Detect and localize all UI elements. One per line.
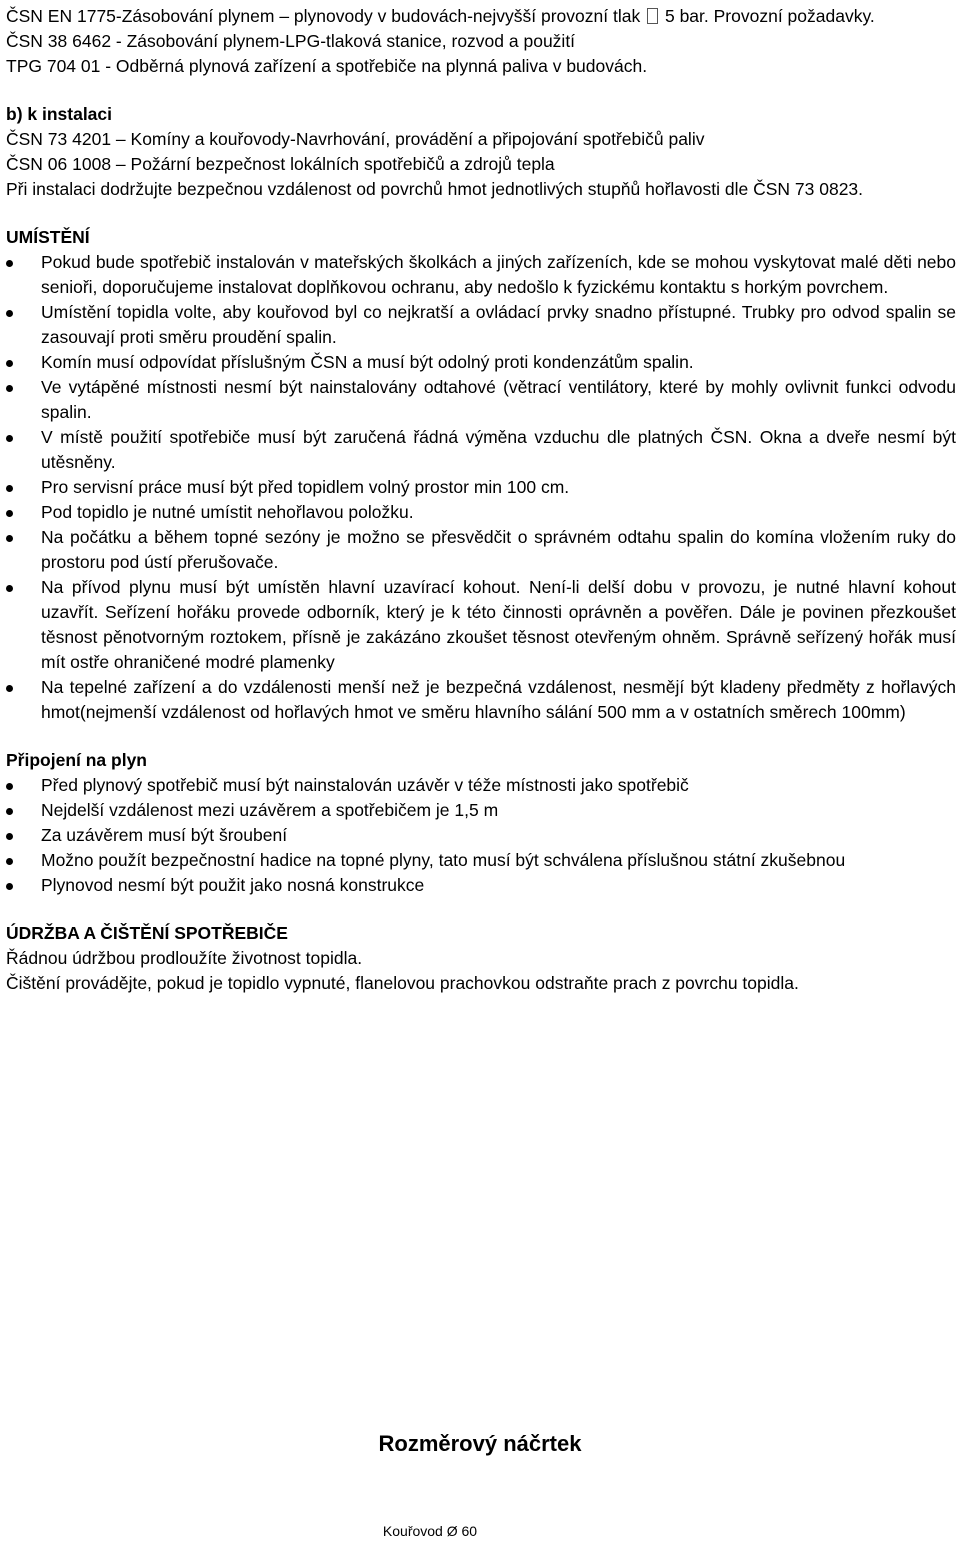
list-item (6, 500, 956, 525)
installation-heading: b) k instalaci (6, 104, 113, 124)
maintenance-heading: ÚDRŽBA A ČIŠTĚNÍ SPOTŘEBIČE (6, 923, 288, 943)
bullet-icon (6, 808, 13, 815)
list-item-text: Komín musí odpovídat příslušným ČSN a musí být odolný proti kondenzátům spalin. (41, 352, 694, 372)
intro-line: ČSN 38 6462 - Zásobování plynem-LPG-tlaková stanice, rozvod a použití (6, 31, 576, 51)
list-item-text: Pokud bude spotřebič instalován v mateřských školkách a jiných zařízeních, kde se mohou vyskytovat malé děti nebo senioři, doporučujeme instalovat doplňkovou ochranu, aby nedošlo k fyzickému kontaktu s horkým povrchem. (41, 252, 956, 297)
intro-line (6, 4, 956, 29)
installation-section (6, 102, 956, 202)
installation-line: ČSN 06 1008 – Požární bezpečnost lokálních spotřebičů a zdrojů tepla (6, 154, 555, 174)
list-item (6, 823, 956, 848)
list-item-text: Před plynový spotřebič musí být nainstalován uzávěr v téže místnosti jako spotřebič (41, 775, 689, 795)
bullet-icon (6, 510, 13, 517)
list-item (6, 773, 956, 798)
list-item-text: Umístění topidla volte, aby kouřovod byl co nejkratší a ovládací prvky snadno přístupné. Trubky pro odvod spalin se zasouvají proti směru proudění spalin. (41, 302, 956, 347)
bullet-icon (6, 685, 13, 692)
list-item-text: Ve vytápěné místnosti nesmí být nainstalovány odtahové (větrací ventilátory, které by mohly ovlivnit funkci odvodu spalin. (41, 377, 956, 422)
bullet-icon (6, 260, 13, 267)
list-item (6, 425, 956, 475)
bullet-icon (6, 435, 13, 442)
intro-section (6, 4, 956, 79)
bullet-icon (6, 485, 13, 492)
list-item-text: Pod topidlo je nutné umístit nehořlavou položku. (41, 502, 414, 522)
bullet-icon (6, 783, 13, 790)
list-item (6, 475, 956, 500)
list-item-text: Plynovod nesmí být použit jako nosná konstrukce (41, 875, 425, 895)
maintenance-section (6, 921, 956, 996)
intro-line-text: 5 bar. Provozní požadavky. (664, 6, 875, 26)
list-item (6, 575, 956, 675)
bullet-icon (6, 385, 13, 392)
bullet-icon (6, 585, 13, 592)
list-item-text: Na počátku a během topné sezóny je možno se přesvědčit o správném odtahu spalin do komína vložením ruky do prostoru pod ústí přerušovače. (41, 527, 956, 572)
list-item (6, 675, 956, 725)
gas-connection-list (6, 773, 956, 898)
bullet-icon (6, 360, 13, 367)
maintenance-line: Řádnou údržbou prodloužíte životnost topidla. (6, 948, 363, 968)
intro-line: TPG 704 01 - Odběrná plynová zařízení a spotřebiče na plynná paliva v budovách. (6, 56, 648, 76)
list-item-text: Možno použít bezpečnostní hadice na topné plyny, tato musí být schválena příslušnou státní zkušebnou (41, 850, 846, 870)
list-item (6, 375, 956, 425)
list-item (6, 300, 956, 350)
list-item-text: V místě použití spotřebiče musí být zaručená řádná výměna vzduchu dle platných ČSN. Okna a dveře nesmí být utěsněny. (41, 427, 956, 472)
sketch-label: Kouřovod Ø 60 (382, 1523, 478, 1539)
list-item (6, 350, 956, 375)
list-item (6, 798, 956, 823)
list-item (6, 848, 956, 873)
gas-connection-heading: Připojení na plyn (6, 750, 147, 770)
installation-line: Při instalaci dodržujte bezpečnou vzdálenost od povrchů hmot jednotlivých stupňů hořlavosti dle ČSN 73 0823. (6, 179, 864, 199)
list-item (6, 525, 956, 575)
list-item (6, 873, 956, 898)
bullet-icon (6, 833, 13, 840)
bullet-icon (6, 535, 13, 542)
list-item-text: Za uzávěrem musí být šroubení (41, 825, 288, 845)
bullet-icon (6, 310, 13, 317)
placement-list (6, 250, 956, 725)
bullet-icon (6, 858, 13, 865)
maintenance-line: Čištění provádějte, pokud je topidlo vypnuté, flanelovou prachovkou odstraňte prach z povrchu topidla. (6, 973, 799, 993)
placement-section (6, 225, 956, 725)
list-item-text: Na přívod plynu musí být umístěn hlavní uzavírací kohout. Není-li delší dobu v provozu, je nutné hlavní kohout uzavřít. Seřízení hořáku provede odborník, který je k této činnosti oprávněn a pověřen. Dále je povinen přezkoušet těsnost pěnotvorným roztokem, přísně je zakázáno zkoušet těsnost otevřeným ohněm. Správně seřízený hořák musí mít ostře ohraničené modré plamenky (41, 577, 956, 672)
gas-connection-section (6, 748, 956, 898)
document-page (6, 4, 956, 996)
list-item-text: Nejdelší vzdálenost mezi uzávěrem a spotřebičem je 1,5 m (41, 800, 499, 820)
installation-line: ČSN 73 4201 – Komíny a kouřovody-Navrhování, provádění a připojování spotřebičů paliv (6, 129, 705, 149)
list-item (6, 250, 956, 300)
sketch-title: Rozměrový náčrtek (378, 1431, 582, 1456)
missing-glyph-icon (647, 8, 658, 24)
list-item-text: Na tepelné zařízení a do vzdálenosti menší než je bezpečná vzdálenost, nesmějí být kladeny předměty z hořlavých hmot(nejmenší vzdálenost od hořlavých hmot ve směru hlavního sálání 500 mm a v ostatních směrech 100mm) (41, 677, 956, 722)
intro-line-text: ČSN EN 1775-Zásobování plynem – plynovody v budovách-nejvyšší provozní tlak (6, 6, 641, 26)
placement-heading: UMÍSTĚNÍ (6, 227, 90, 247)
bullet-icon (6, 883, 13, 890)
list-item-text: Pro servisní práce musí být před topidlem volný prostor min 100 cm. (41, 477, 570, 497)
